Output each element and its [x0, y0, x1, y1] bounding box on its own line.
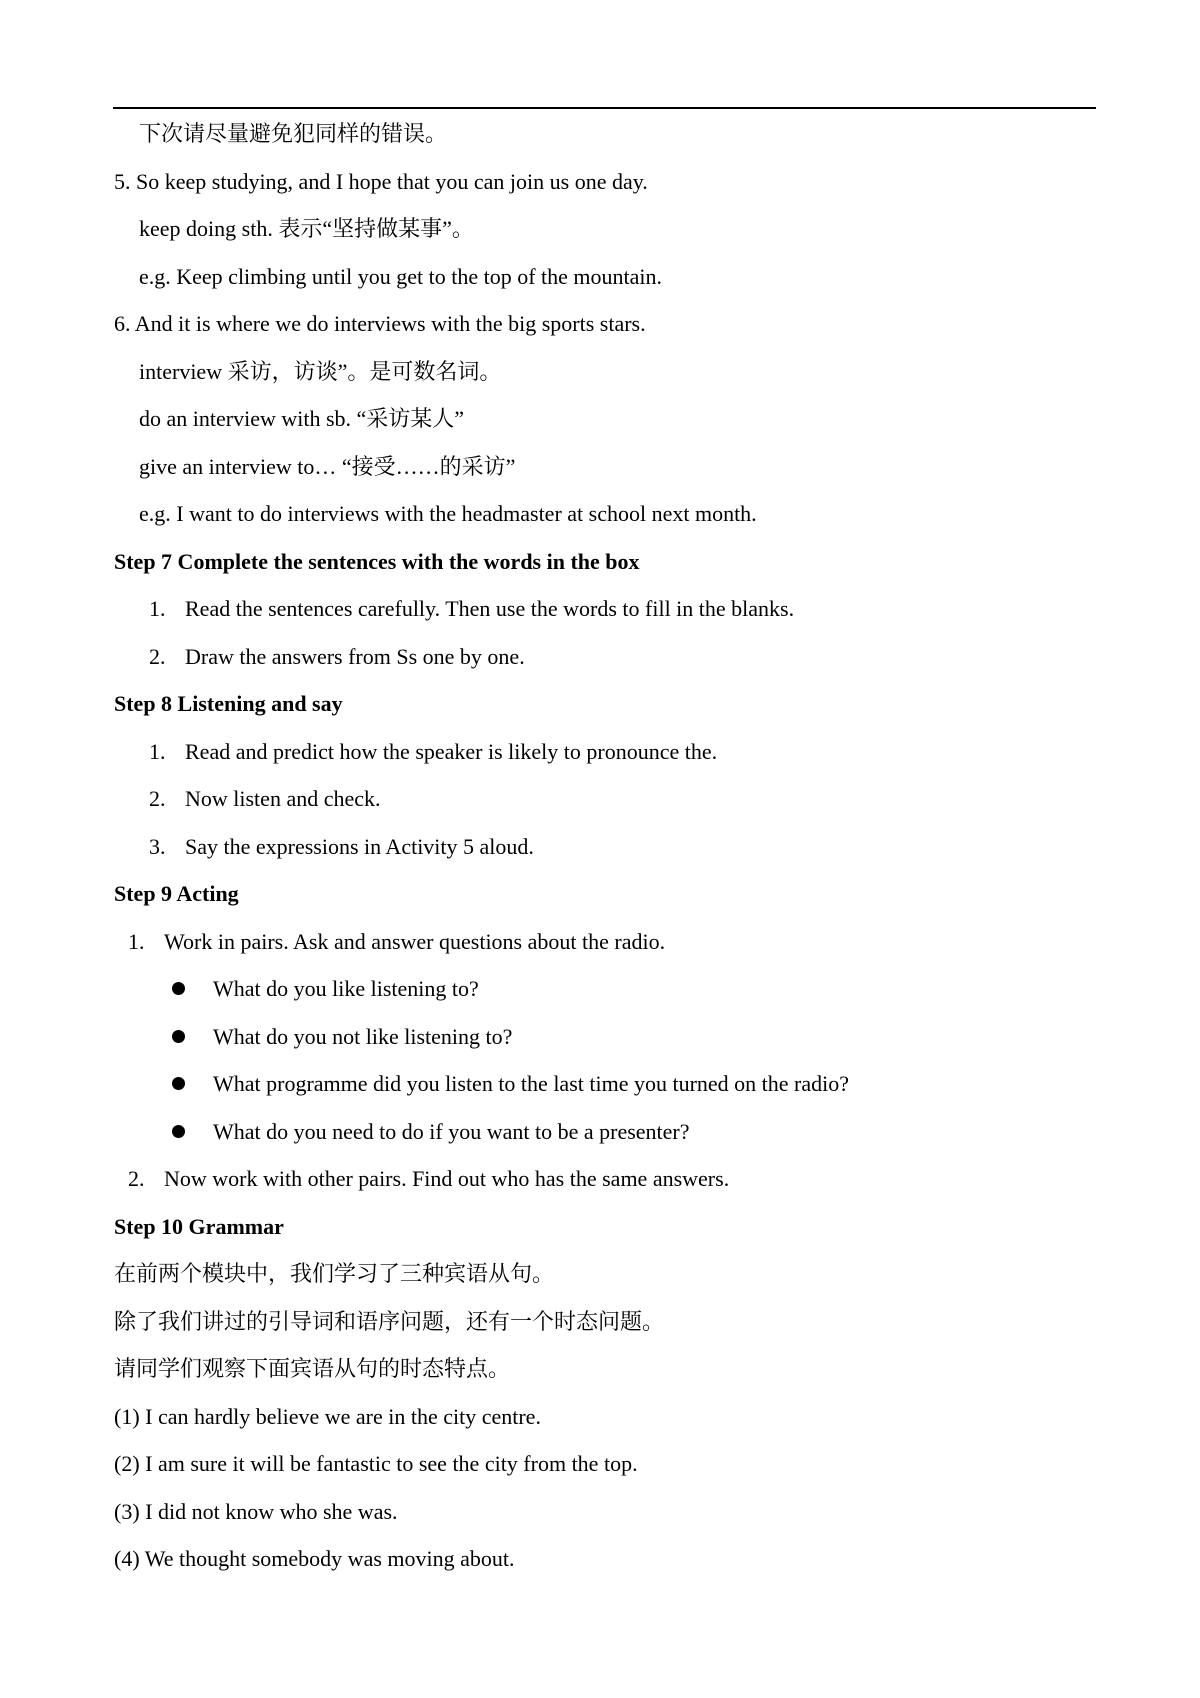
bullet-dot-icon: [172, 1077, 185, 1090]
header-rule: [113, 107, 1096, 109]
list-number: 2.: [128, 1166, 145, 1191]
list-text: Read the sentences carefully. Then use the words to fill in the blanks.: [185, 596, 795, 621]
list-number: 1.: [128, 928, 145, 954]
list-text: Say the expressions in Activity 5 aloud.: [185, 833, 534, 859]
list-item: [0, 823, 1200, 871]
text-line: 6. And it is where we do interviews with the big sports stars.: [114, 311, 646, 336]
bullet-dot-icon: [172, 1030, 185, 1043]
list-item: [0, 585, 1200, 633]
list-number: 1.: [149, 596, 166, 621]
list-text: Work in pairs. Ask and answer questions about the radio.: [164, 928, 666, 954]
bullet-text: What do you like listening to?: [213, 976, 479, 1001]
list-number: 1.: [149, 738, 166, 764]
bullet-dot-icon: [172, 982, 185, 995]
list-text: Now work with other pairs. Find out who has the same answers.: [164, 1166, 730, 1191]
text-line: interview 采访，访谈”。是可数名词。: [139, 358, 502, 384]
text-line: (1) I can hardly believe we are in the city centre.: [114, 1403, 541, 1429]
text-line: e.g. I want to do interviews with the headmaster at school next month.: [139, 501, 757, 526]
section-heading: Step 7 Complete the sentences with the words in the box: [114, 548, 640, 574]
section-heading: Step 8 Listening and say: [114, 691, 343, 716]
bullet-text: What programme did you listen to the last time you turned on the radio?: [213, 1071, 850, 1096]
text-line: 在前两个模块中，我们学习了三种宾语从句。: [114, 1261, 555, 1286]
text-line: keep doing sth. 表示“坚持做某事”。: [139, 216, 474, 241]
list-item: [0, 728, 1200, 776]
bullet-item: [0, 1060, 1200, 1108]
list-number: 3.: [149, 833, 166, 859]
bullet-text: What do you need to do if you want to be a presenter?: [213, 1118, 690, 1144]
list-text: Draw the answers from Ss one by one.: [185, 643, 525, 669]
bullet-item: [0, 965, 1200, 1013]
text-line: 5. So keep studying, and I hope that you can join us one day.: [114, 168, 648, 194]
text-line: (3) I did not know who she was.: [114, 1498, 398, 1524]
bullet-text: What do you not like listening to?: [213, 1023, 513, 1049]
text-line: 下次请尽量避免犯同样的错误。: [139, 121, 448, 146]
list-item: [0, 633, 1200, 681]
bullet-dot-icon: [172, 1125, 185, 1138]
list-number: 2.: [149, 643, 166, 669]
list-number: 2.: [149, 786, 166, 811]
text-line: e.g. Keep climbing until you get to the top of the mountain.: [139, 263, 663, 289]
section-heading: Step 10 Grammar: [114, 1213, 284, 1239]
bullet-item: [0, 1108, 1200, 1156]
list-item: [0, 918, 1200, 966]
text-line: do an interview with sb. “采访某人”: [139, 406, 465, 431]
text-line: give an interview to… “接受……的采访”: [139, 453, 516, 479]
text-line: (4) We thought somebody was moving about.: [114, 1546, 515, 1571]
text-line: 除了我们讲过的引导词和语序问题，还有一个时态问题。: [114, 1308, 665, 1334]
text-line: (2) I am sure it will be fantastic to see the city from the top.: [114, 1451, 638, 1476]
list-item: [0, 1155, 1200, 1203]
list-text: Read and predict how the speaker is likely to pronounce the.: [185, 738, 718, 764]
bullet-item: [0, 1013, 1200, 1061]
document-body: [0, 110, 1200, 1583]
text-line: 请同学们观察下面宾语从句的时态特点。: [114, 1356, 511, 1381]
section-heading: Step 9 Acting: [114, 881, 239, 906]
list-item: [0, 775, 1200, 823]
list-text: Now listen and check.: [185, 786, 381, 811]
